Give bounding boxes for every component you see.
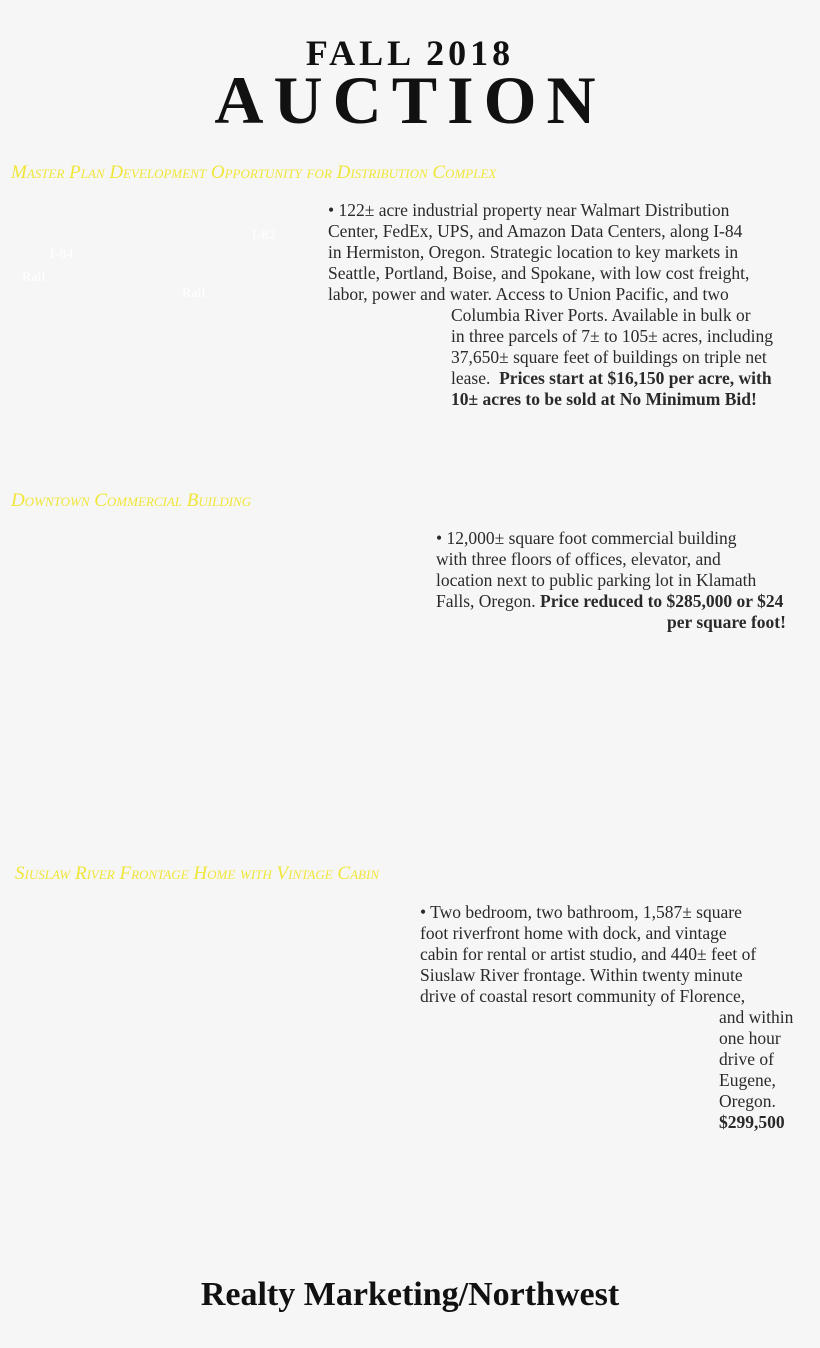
text-line: in Hermiston, Oregon. Strategic location to key markets in: [328, 242, 739, 262]
listing-3-heading: Siuslaw River Frontage Home with Vintage Cabin: [15, 863, 379, 884]
text-line: • Two bedroom, two bathroom, 1,587± square: [420, 902, 742, 922]
text-line: and within: [719, 1007, 794, 1027]
price-highlight: Prices start at $16,150 per acre, with: [499, 368, 772, 388]
listing-2-heading: Downtown Commercial Building: [11, 490, 252, 511]
text-line: 37,650± square feet of buildings on triple net: [451, 347, 767, 367]
listing-1-description: [328, 200, 773, 410]
price-highlight: 10± acres to be sold at No Minimum Bid!: [451, 389, 757, 409]
map-label-rail-2: Rail: [182, 286, 206, 301]
map-label-i82: I-82: [252, 228, 276, 243]
text-line: [436, 591, 786, 612]
map-label-i84: I-84: [50, 247, 74, 262]
text-line: Seattle, Portland, Boise, and Spokane, with low cost freight,: [328, 263, 750, 283]
title-auction: AUCTION: [214, 62, 606, 138]
price-highlight: Price reduced to $285,000 or $24: [540, 591, 784, 611]
text-line: location next to public parking lot in Klamath: [436, 570, 757, 590]
text-line: drive of coastal resort community of Florence,: [420, 986, 746, 1006]
text-line: cabin for rental or artist studio, and 440± feet of: [420, 944, 757, 964]
company-name: Realty Marketing/Northwest: [200, 1276, 620, 1313]
text-line: Columbia River Ports. Available in bulk or: [451, 305, 751, 325]
text-line: Eugene,: [719, 1070, 776, 1090]
text-fragment: lease.: [451, 368, 491, 388]
title-year: FALL 2018: [305, 33, 515, 73]
map-label-rail-1: Rail: [22, 270, 46, 285]
listing-3-description: [420, 902, 793, 1133]
text-line: labor, power and water. Access to Union Pacific, and two: [328, 284, 729, 304]
listing-1-heading: Master Plan Development Opportunity for Distribution Complex: [11, 162, 497, 183]
text-line: one hour: [719, 1028, 781, 1048]
text-line: in three parcels of 7± to 105± acres, including: [451, 326, 773, 346]
text-line: Siuslaw River frontage. Within twenty minute: [420, 965, 743, 985]
text-fragment: Falls, Oregon.: [436, 591, 536, 611]
text-line: • 122± acre industrial property near Walmart Distribution: [328, 200, 730, 220]
price-highlight: $299,500: [719, 1112, 785, 1132]
text-line: foot riverfront home with dock, and vintage: [420, 923, 727, 943]
text-line: Oregon.: [719, 1091, 776, 1111]
listing-2-description: [436, 528, 786, 633]
price-highlight: per square foot!: [667, 612, 786, 632]
text-line: with three floors of offices, elevator, and: [436, 549, 721, 569]
text-line: [328, 368, 773, 389]
text-line: drive of: [719, 1049, 774, 1069]
text-line: • 12,000± square foot commercial building: [436, 528, 737, 548]
text-line: Center, FedEx, UPS, and Amazon Data Centers, along I-84: [328, 221, 743, 241]
